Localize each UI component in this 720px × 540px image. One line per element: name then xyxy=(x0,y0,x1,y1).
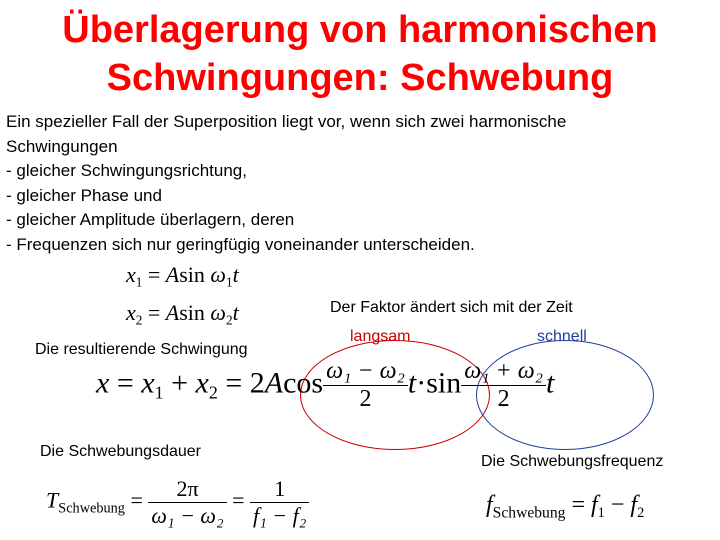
beat-period-equation: $T_{Schwebung}$ = $\frac{2\pi}{\text{ω₁ − ω₂}}$ = $\frac{1}{\text{f₁ − f₂}}$ xyxy=(46,476,309,529)
sin-argument-fraction: $\frac{\text{ω₁ + ω₂}}{2}$ xyxy=(461,358,546,413)
equation-x2: $x_2 = Asin$ $\omega_2t$ xyxy=(126,300,239,328)
cos-argument-fraction: $\frac{\text{ω₁ − ω₂}}{2}$ xyxy=(323,358,408,413)
resultant-equation: $x = x_1 + x_2 = 2Acos$ $\frac{\text{ω₁ − ω₂}}{2}$ t·sin $\frac{\text{ω₁ + ω₂}}{2}$ t xyxy=(96,358,555,412)
intro-line: - gleicher Phase und xyxy=(6,185,162,205)
intro-text xyxy=(6,110,706,257)
intro-line: Schwingungen xyxy=(6,136,118,156)
fast-label: schnell xyxy=(537,328,587,345)
intro-line: - gleicher Schwingungsrichtung, xyxy=(6,161,247,180)
beat-frequency-equation: $f_{Schwebung} = f_1 - f_2$ xyxy=(486,492,645,522)
intro-line: Ein spezieller Fall der Superposition liegt vor, wenn sich zwei harmonische xyxy=(6,112,567,131)
factor-label: Der Faktor ändert sich mit der Zeit xyxy=(330,299,573,316)
title-line-1: Überlagerung von harmonischen xyxy=(62,9,658,51)
beat-frequency-label: Die Schwebungsfrequenz xyxy=(481,453,664,470)
intro-line: - Frequenzen sich nur geringfügig voneinander unterscheiden. xyxy=(6,234,475,254)
period-fraction-1: $\frac{2\pi}{\text{ω₁ − ω₂}}$ xyxy=(148,476,226,529)
equation-x1: $x_1 = Asin$ $\omega_1t$ xyxy=(126,262,239,290)
beat-period-label: Die Schwebungsdauer xyxy=(40,443,201,460)
slide-title xyxy=(0,6,720,102)
intro-line: - gleicher Amplitude überlagern, deren xyxy=(6,210,295,229)
title-line-2: Schwingungen: Schwebung xyxy=(106,57,614,99)
resulting-oscillation-label: Die resultierende Schwingung xyxy=(35,341,248,358)
slow-label: langsam xyxy=(350,328,411,345)
period-fraction-2: $\frac{1}{\text{f₁ − f₂}}$ xyxy=(250,476,309,529)
